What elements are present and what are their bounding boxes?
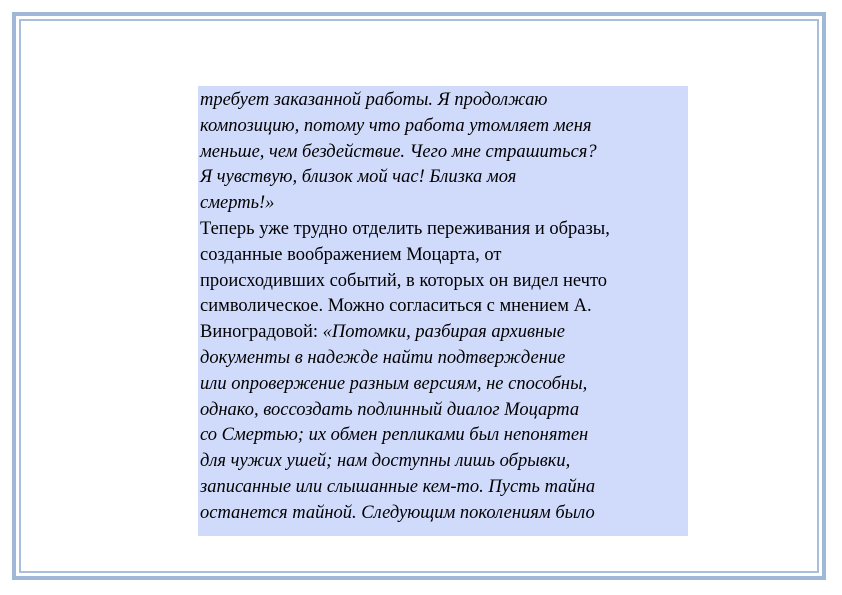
text-line <box>200 398 684 424</box>
italic-text-run: записанные или слышанные кем-то. Пусть тайна <box>200 476 596 497</box>
text-line <box>200 475 684 501</box>
italic-text-run: композицию, потому что работа утомляет меня <box>200 115 592 136</box>
text-line <box>200 217 684 243</box>
italic-text-run: или опровержение разным версиям, не способны, <box>200 373 588 394</box>
italic-text-run: со Смертью; их обмен репликами был непонятен <box>200 425 589 446</box>
text-line <box>200 140 684 166</box>
text-run: созданные воображением Моцарта, от <box>200 244 502 265</box>
text-line <box>200 114 684 140</box>
text-line <box>200 243 684 269</box>
text-line <box>200 269 684 295</box>
italic-text-run: меньше, чем бездействие. Чего мне страшиться? <box>200 141 597 162</box>
italic-text-run: Я чувствую, близок мой час! Близка моя <box>200 167 517 188</box>
text-line <box>200 320 684 346</box>
italic-text-run: останется тайной. Следующим поколениям было <box>200 502 595 523</box>
text-line <box>200 191 684 217</box>
text-line <box>200 165 684 191</box>
text-line <box>200 346 684 372</box>
text-run: происходивших событий, в которых он видел нечто <box>200 270 608 291</box>
text-run: Теперь уже трудно отделить переживания и образы, <box>200 218 610 239</box>
text-line <box>200 294 684 320</box>
text-line <box>200 501 684 527</box>
italic-text-run: однако, воссоздать подлинный диалог Моцарта <box>200 399 580 420</box>
text-line <box>200 423 684 449</box>
text-passage <box>198 86 688 536</box>
text-run: Виноградовой: <box>200 322 323 343</box>
text-line <box>200 449 684 475</box>
text-line <box>200 372 684 398</box>
text-run: символическое. Можно согласиться с мнением А. <box>200 296 592 317</box>
italic-text-run: требует заказанной работы. Я продолжаю <box>200 90 548 110</box>
italic-text-run: «Потомки, разбирая архивные <box>322 322 565 343</box>
text-line <box>200 88 684 114</box>
italic-text-run: документы в надежде найти подтверждение <box>200 347 566 368</box>
italic-text-run: для чужих ушей; нам доступны лишь обрывки, <box>200 451 571 472</box>
italic-text-run: смерть!» <box>200 193 275 214</box>
